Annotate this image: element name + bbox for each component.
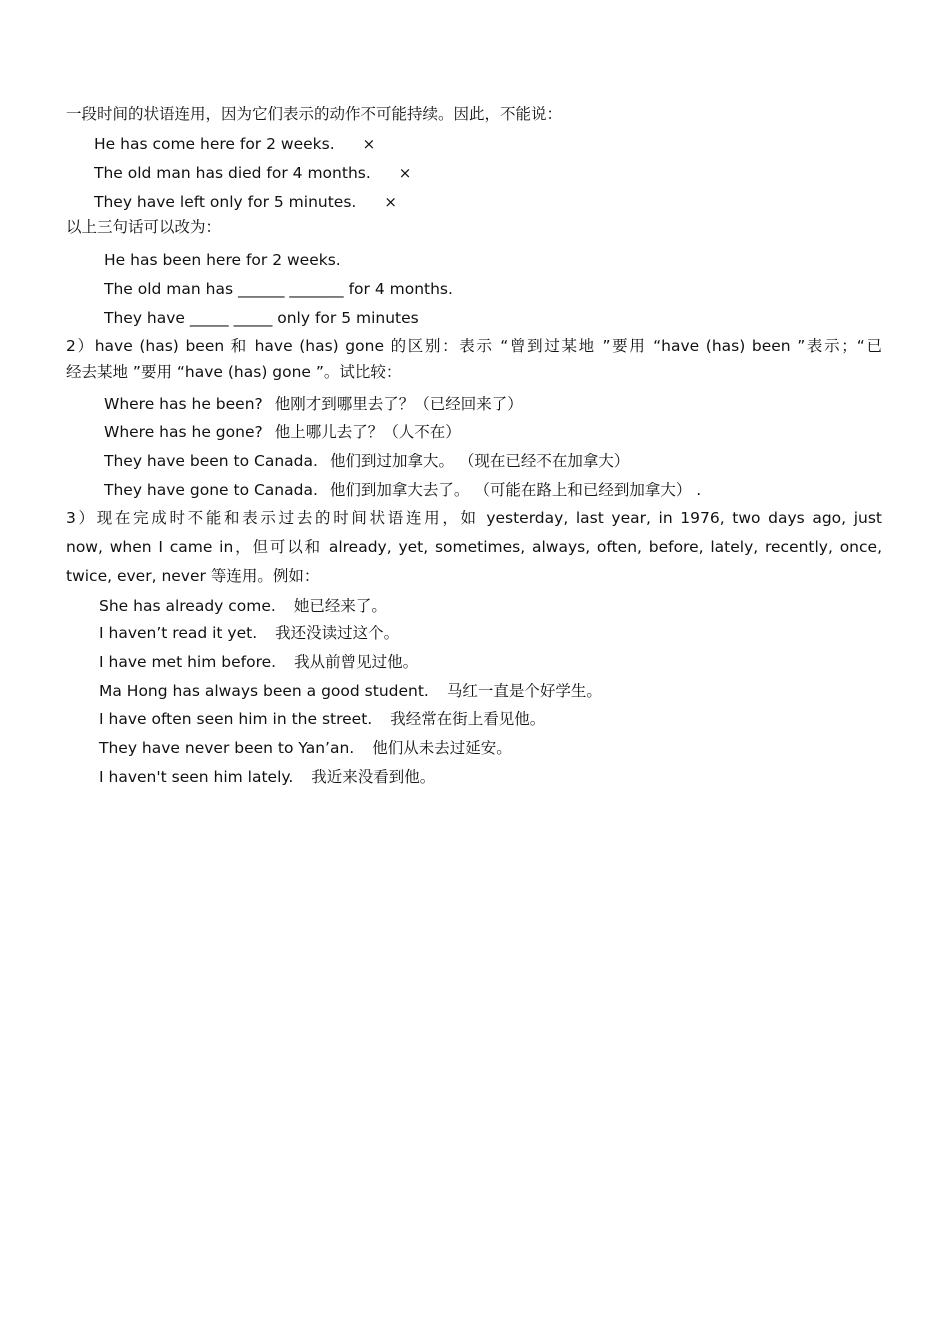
english-text: They have gone to Canada.: [104, 481, 318, 499]
example-sentence: [99, 767, 435, 787]
chinese-text: 我近来没看到他。: [311, 768, 436, 786]
example-sentence: [99, 652, 418, 672]
english-text: They have been to Canada.: [104, 452, 318, 470]
chinese-text: 我还没读过这个。: [275, 624, 400, 642]
point-2-line: 2）have (has) been 和 have (has) gone 的区别：表示 “曾到过某地 ”要用 “have (has) been ”表示；“已: [66, 337, 882, 355]
chinese-text: 他刚才到哪里去了？（已经回来了）: [274, 395, 523, 413]
english-text: Ma Hong has always been a good student.: [99, 682, 429, 700]
rewrite-sentence: The old man has ______ _______ for 4 months.: [104, 280, 453, 298]
cross-mark: ×: [398, 164, 412, 182]
english-text: I haven’t read it yet.: [99, 624, 258, 642]
wrong-sentence: [94, 134, 375, 154]
compare-sentence: [104, 451, 629, 471]
rewrite-intro: 以上三句话可以改为：: [66, 218, 222, 236]
rewrite-sentence: They have _____ _____ only for 5 minutes: [104, 309, 419, 327]
point-2-line: 经去某地 ”要用 “have (has) gone ”。试比较：: [66, 363, 402, 381]
example-sentence: [99, 709, 545, 729]
chinese-text: 他们到过加拿大。 （现在已经不在加拿大）: [329, 452, 630, 470]
chinese-text: 他们从未去过延安。: [372, 739, 512, 757]
wrong-sentence: [94, 192, 397, 212]
compare-sentence: [104, 422, 461, 442]
chinese-text: 他上哪儿去了？（人不在）: [274, 423, 461, 441]
english-text: I have often seen him in the street.: [99, 710, 373, 728]
sentence-text: The old man has died for 4 months.: [94, 164, 371, 182]
example-sentence: [99, 623, 399, 643]
point-3-line: twice, ever, never 等连用。例如：: [66, 567, 320, 585]
sentence-text: They have left only for 5 minutes.: [94, 193, 357, 211]
english-text: She has already come.: [99, 597, 276, 615]
point-3-line: now, when I came in，但可以和 already, yet, sometimes, always, often, before, lately, recently, once,: [66, 538, 882, 556]
example-sentence: [99, 681, 602, 701]
compare-sentence: [104, 394, 523, 414]
example-sentence: [99, 596, 387, 616]
english-text: I have met him before.: [99, 653, 277, 671]
chinese-text: 她已经来了。: [293, 597, 387, 615]
english-text: Where has he been?: [104, 395, 263, 413]
sentence-text: He has come here for 2 weeks.: [94, 135, 335, 153]
chinese-text: 马红一直是个好学生。: [446, 682, 602, 700]
wrong-sentence: [94, 163, 411, 183]
english-text: I haven't seen him lately.: [99, 768, 294, 786]
cross-mark: ×: [384, 193, 397, 211]
english-text: They have never been to Yan’an.: [99, 739, 355, 757]
cross-mark: ×: [362, 135, 376, 153]
chinese-text: 我从前曾见过他。: [294, 653, 419, 671]
chinese-text: 他们到加拿大去了。 （可能在路上和已经到加拿大） .: [329, 481, 702, 499]
intro-text: 一段时间的状语连用，因为它们表示的动作不可能持续。因此，不能说：: [66, 105, 563, 123]
example-sentence: [99, 738, 512, 758]
point-3-line: 3）现在完成时不能和表示过去的时间状语连用，如 yesterday, last year, in 1976, two days ago, just: [66, 509, 882, 527]
chinese-text: 我经常在街上看见他。: [390, 710, 546, 728]
compare-sentence: [104, 480, 701, 500]
english-text: Where has he gone?: [104, 423, 263, 441]
rewrite-sentence: He has been here for 2 weeks.: [104, 251, 341, 269]
